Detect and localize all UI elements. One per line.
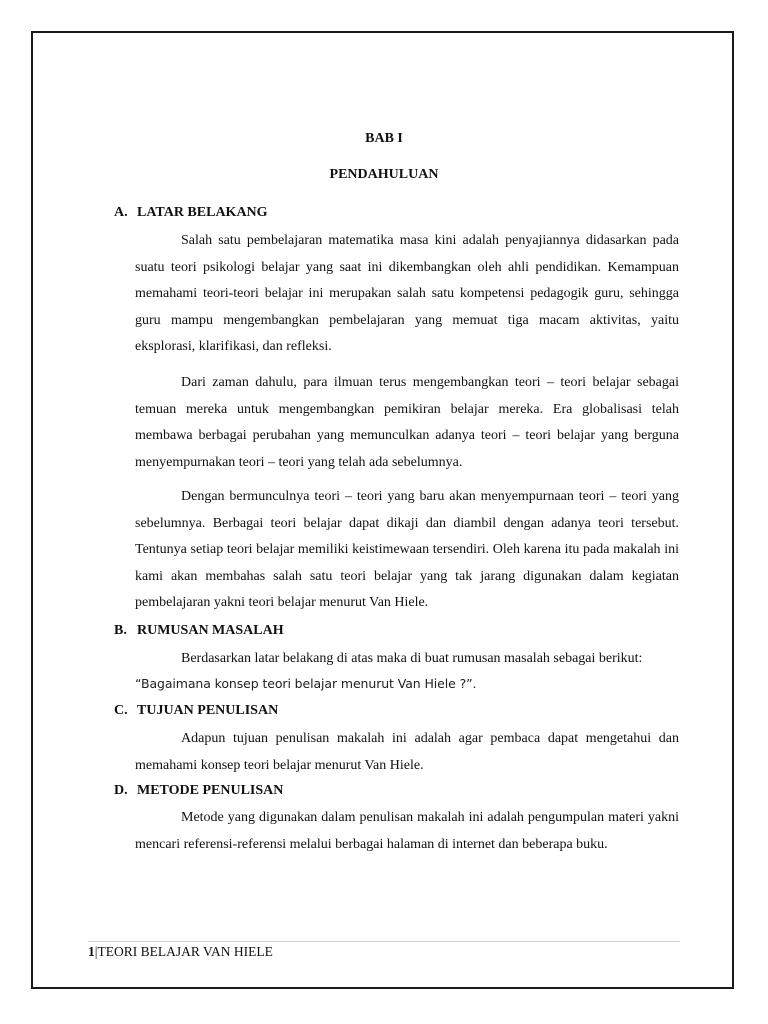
paragraph: Dengan bermunculnya teori – teori yang baru akan menyempurnaan teori – teori yang sebelumnya. Berbagai teori belajar dapat dikaji dan diambil dengan adanya teori tersebut. Tentunya setiap teori belajar memiliki keistimewaan tersendiri. Oleh karena itu pada makalah ini kami akan membahas salah satu teori belajar yang tak jarang digunakan dalam kegiatan pembelajaran yakni teori belajar menurut Van Hiele. [135,489,679,610]
section-heading-d [114,783,283,799]
paragraph: Salah satu pembelajaran matematika masa kini adalah penyajiannya didasarkan pada suatu teori psikologi belajar yang saat ini dikembangkan oleh ahli pendidikan. Kemampuan memahami teori-teori belajar ini merupakan salah satu kompetensi pedagogik guru, sehingga guru mampu mengembangkan pembelajaran yang memuat tiga macam aktivitas, yaitu eksplorasi, klarifikasi, dan refleksi. [135,233,679,354]
section-letter: A. [114,205,128,220]
research-question: “Bagaimana konsep teori belajar menurut Van Hiele ?”. [135,676,477,691]
paragraph: Metode yang digunakan dalam penulisan makalah ini adalah pengumpulan materi yakni mencari referensi-referensi melalui berbagai halaman di internet dan beberapa buku. [135,810,679,852]
section-heading-c [114,703,278,719]
section-title: TUJUAN PENULISAN [137,703,279,718]
section-letter: B. [114,623,127,638]
chapter-number: BAB I [365,131,403,146]
paragraph: Berdasarkan latar belakang di atas maka di buat rumusan masalah sebagai berikut: [181,651,643,666]
chapter-title: PENDAHULUAN [329,167,439,182]
section-heading-a [114,205,268,221]
paragraph: Adapun tujuan penulisan makalah ini adalah agar pembaca dapat mengetahui dan memahami konsep teori belajar menurut Van Hiele. [135,731,679,773]
footer-separator: | [94,944,98,959]
section-letter: C. [114,703,128,718]
section-title: METODE PENULISAN [137,783,284,798]
page-number: 1 [88,944,95,959]
section-title: RUMUSAN MASALAH [137,623,284,638]
running-title: TEORI BELAJAR VAN HIELE [97,944,273,959]
page-footer [88,944,273,960]
section-letter: D. [114,783,128,798]
section-title: LATAR BELAKANG [137,205,268,220]
footer-divider [88,941,680,942]
section-heading-b [114,623,284,639]
paragraph: Dari zaman dahulu, para ilmuan terus mengembangkan teori – teori belajar sebagai temuan mereka untuk mengembangkan pemikiran belajar mereka. Era globalisasi telah membawa berbagai perubahan yang memunculkan adanya teori – teori belajar yang berguna menyempurnakan teori – teori yang telah ada sebelumnya. [135,375,679,470]
